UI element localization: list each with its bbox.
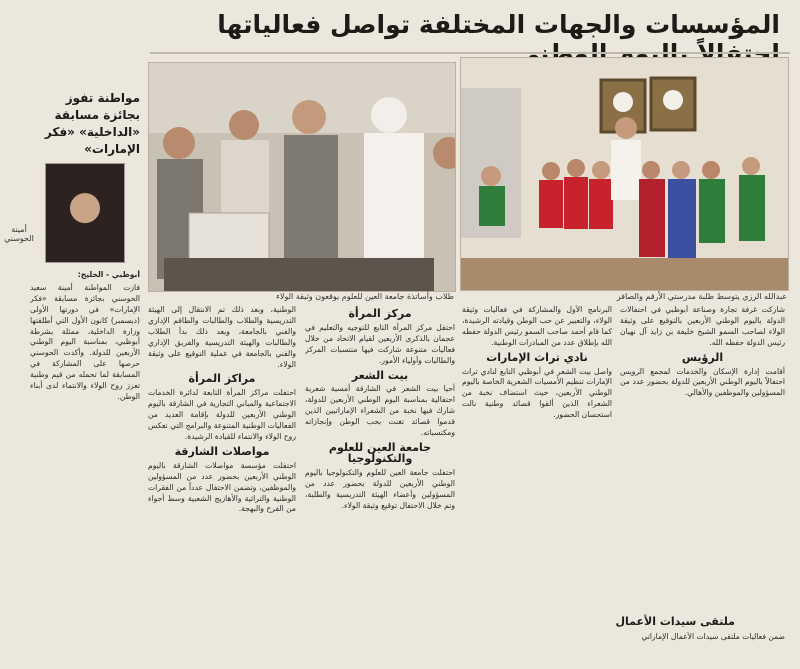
col4-body-a: شاركت غرفة تجارة وصناعة أبوظبي في احتفالات الدولة باليوم الوطني الأربعين بالتوقيع على وثيقة الولاء لصاحب السمو الشيخ خليفة بن زايد آل نهيان رئيس الدولة حفظه الله. (620, 305, 785, 347)
col2-body-b: أحيا بيت الشعر في الشارقة أمسية شعرية احتفالية بمناسبة اليوم الوطني الأربعين للدولة، شارك فيها نخبة من الشعراء الإماراتيين الذين قدموا قصائد تغنت بحب الوطن وإنجازاته ومكتسباته. (305, 384, 455, 438)
sidebar-body: فازت المواطنة أمينة سعيد الحوسني بجائزة مسابقة «فكر الإمارات» في دورتها الأولى (ديسمبر) كانون الأول التي أطلقتها وزارة الداخلية، ممثلة بشرطة أبوظبي، بمناسبة اليوم الوطني الأربعين للدولة. وأكدت الحوسني حرصها على المشاركة في المسابقة لما تحمله من قيم وطنية تعزز روح الولاء والانتماء لدى أبناء الوطن. (30, 282, 140, 401)
officials-photo (148, 62, 456, 292)
col4-body-b: أقامت إدارة الإسكان والخدمات لمجمع الرويس احتفالاً باليوم الوطني الأربعين للدولة بحضور عدد من المسؤولين والموظفين والأهالي. (620, 366, 785, 398)
sidebar-column (30, 270, 140, 620)
students-photo (460, 57, 789, 291)
col1-subhead2: مواصلات الشارقة (174, 444, 270, 458)
sidebar-person-name: أمينة الحوسني (4, 225, 34, 243)
column-2 (305, 305, 455, 650)
column-4 (620, 305, 785, 610)
left-photo-caption: طلاب وأساتذة جامعة العين للعلوم يوقعون وثيقة الولاء (276, 292, 454, 301)
column-1 (148, 305, 296, 650)
col1-body-b: احتفلت مراكز المرأة التابعة لدائرة الخدمات الاجتماعية والمباني التجارية في الشارقة باليوم الوطني الأربعين للدولة بإقامة العديد من الفعاليات الوطنية المتنوعة والبرامج التي تعكس روح الولاء والانتماء للقيادة الرشيدة. (148, 388, 296, 441)
students-photo-illustration (461, 58, 788, 290)
col2-body-a: احتفل مركز المرأة التابع للتوجيه والتعليم في عجمان بالذكرى الأربعين لقيام الاتحاد من خلال فعاليات متنوعة شاركت فيها منتسبات المركز والطالبات وأولياء الأمور. (305, 322, 455, 365)
right-photo-caption: عبدالله الرزي يتوسط طلبة مدرستي الأرقم والصافر (616, 292, 787, 301)
col3-body-b: واصل بيت الشعر في أبوظبي التابع لنادي تراث الإمارات تنظيم الأمسيات الشعرية الخاصة باليوم الوطني الأربعين، حيث استضاف نخبة من الشعراء الذين ألقوا قصائد وطنية نالت استحسان الحضور. (462, 366, 612, 420)
headline: المؤسسات والجهات المختلفة تواصل فعالياتها (217, 10, 780, 39)
officials-photo-illustration (149, 63, 455, 291)
column-3 (462, 305, 612, 650)
col3-subhead: نادي تراث الإمارات (486, 350, 588, 364)
headline-rule (150, 52, 790, 54)
sidebar-portrait (45, 163, 125, 263)
col4-subhead: الرؤيس (681, 350, 724, 364)
col1-body-c: احتفلت مؤسسة مواصلات الشارقة باليوم الوطني الأربعين بحضور عدد من المسؤولين والموظفين، وتضمن الاحتفال عدداً من الفقرات الوطنية والتراثية والأهازيج الشعبية وسط أجواء من الفرح والبهجة. (148, 460, 296, 514)
col2-subhead: مركز المرأة (348, 307, 412, 320)
col1-body-a: الوطنية، وبعد ذلك تم الانتقال إلى الهيئة التدريسية والطلاب والطالبات والطاقم الإداري والفني بالجامعة، وبعد ذلك بدأ الطلاب والطالبات والهيئة التدريسية والفريق الإداري والفني بالجامعة في عملية التوقيع على وثيقة الولاء. (148, 305, 296, 369)
col4-body-c: ضمن فعاليات ملتقى سيدات الأعمال الإماراتي (641, 632, 785, 641)
col1-subhead: مراكز المرأة (188, 372, 256, 386)
col3-body-a: البرنامج الأول والمشاركة في فعاليات وثيقة الولاء، والتعبير عن حب الوطن وقيادته الرشيدة، كما قام أحمد صاحب السمو رئيس الدولة حفظه الله بإطلاق عدد من المبادرات الوطنية. (462, 305, 612, 347)
sidebar-dateline: أبوظبي - الخليج: (77, 270, 140, 279)
col2-body-c: احتفلت جامعة العين للعلوم والتكنولوجيا باليوم الوطني الأربعين للدولة بحضور عدد من المسؤولين وأعضاء الهيئة التدريسية والطلبة، وتم خلال الاحتفال توقيع وثيقة الولاء. (305, 467, 455, 510)
col4-badge: ملتقى سيدات الأعمال (615, 615, 735, 628)
col2-subhead2: بيت الشعر (351, 368, 409, 382)
sidebar-title: مواطنة تفوز بجائزة مسابقة «الداخلية» «فكر الإمارات» (44, 91, 140, 156)
col2-subhead3: جامعة العين للعلوم والتكنولوجيا (328, 440, 432, 465)
